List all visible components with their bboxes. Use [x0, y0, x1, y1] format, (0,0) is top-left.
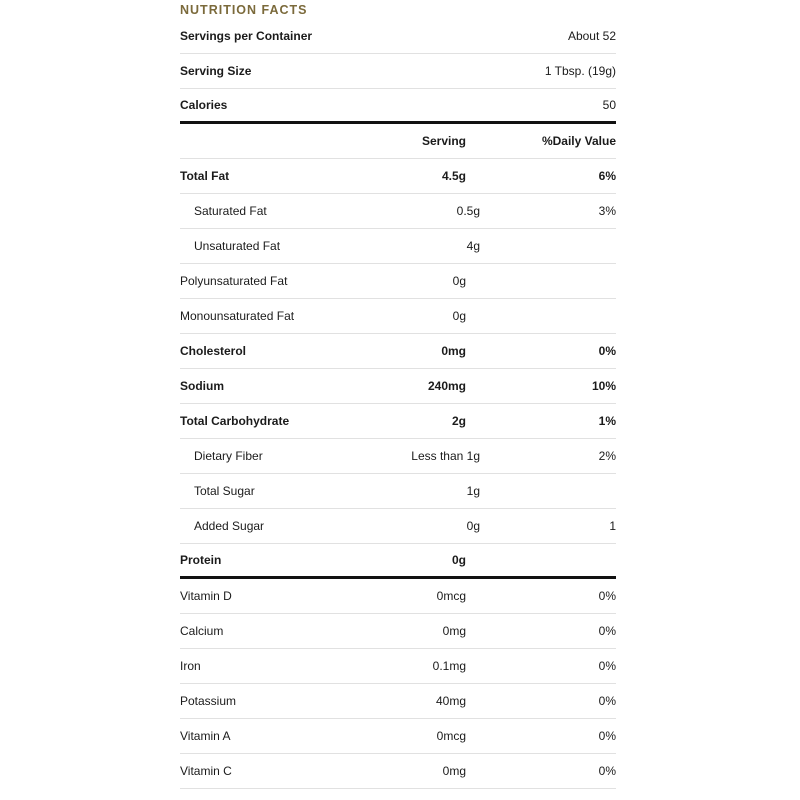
summary-label: Calories: [180, 98, 228, 112]
vitamin-label: Vitamin A: [180, 729, 231, 743]
vitamin-daily-value: 0%: [598, 694, 616, 708]
nutrient-amount: 240mg: [427, 379, 466, 393]
summary-value: About 52: [567, 29, 616, 43]
nutrient-row-total-carbohydrate: [180, 404, 616, 439]
nutrient-label: Total Sugar: [194, 484, 255, 498]
vitamin-label: Iron: [180, 659, 201, 673]
vitamin-amount: 0mg: [442, 764, 466, 778]
vitamin-amount: 0mg: [442, 624, 466, 638]
panel-title: NUTRITION FACTS: [180, 3, 308, 17]
nutrient-row-polyunsaturated-fat: [180, 264, 616, 299]
vitamin-label: Potassium: [180, 694, 237, 708]
nutrient-row-cholesterol: [180, 334, 616, 369]
nutrient-row-total-sugar: [180, 474, 616, 509]
vitamin-amount: 0mcg: [436, 589, 466, 603]
nutrient-daily-value: 1%: [598, 414, 616, 428]
nutrient-label: Monounsaturated Fat: [180, 309, 295, 323]
summary-label: Servings per Container: [180, 29, 313, 43]
nutrient-amount: Less than 1g: [411, 449, 480, 463]
nutrient-label: Total Carbohydrate: [180, 414, 290, 428]
vitamin-amount: 0mcg: [436, 729, 466, 743]
nutrient-label: Protein: [180, 553, 222, 567]
vitamin-daily-value: 0%: [598, 764, 616, 778]
vitamin-daily-value: 0%: [598, 659, 616, 673]
nutrient-daily-value: 1: [609, 519, 616, 533]
nutrient-row-total-fat: [180, 159, 616, 194]
summary-value: 50: [602, 98, 616, 112]
daily-value-column-header: %Daily Value: [541, 134, 616, 148]
vitamin-label: Calcium: [180, 624, 224, 638]
nutrient-label: Cholesterol: [180, 344, 247, 358]
column-header-row: [180, 124, 616, 159]
nutrient-row-added-sugar: [180, 509, 616, 544]
vitamin-row-potassium: [180, 684, 616, 719]
vitamin-amount: 0.1mg: [432, 659, 466, 673]
vitamin-row-calcium: [180, 614, 616, 649]
nutrient-amount: 2g: [451, 414, 466, 428]
nutrient-amount: 4.5g: [441, 169, 466, 183]
nutrient-row-saturated-fat: [180, 194, 616, 229]
nutrient-amount: 0mg: [441, 344, 466, 358]
nutrient-label: Unsaturated Fat: [194, 239, 281, 253]
nutrient-row-unsaturated-fat: [180, 229, 616, 264]
nutrient-row-sodium: [180, 369, 616, 404]
nutrient-amount: 0g: [452, 274, 466, 288]
nutrient-row-dietary-fiber: [180, 439, 616, 474]
nutrient-label: Dietary Fiber: [194, 449, 263, 463]
nutrient-row-monounsaturated-fat: [180, 299, 616, 334]
vitamin-row-vitamin-c: [180, 754, 616, 789]
vitamin-amount: 40mg: [435, 694, 466, 708]
nutrient-amount: 0g: [451, 553, 466, 567]
vitamin-daily-value: 0%: [598, 729, 616, 743]
summary-label: Serving Size: [180, 64, 252, 78]
nutrient-daily-value: 6%: [598, 169, 616, 183]
nutrient-label: Polyunsaturated Fat: [180, 274, 288, 288]
serving-size-row: [180, 54, 616, 89]
nutrient-amount: 0g: [452, 309, 466, 323]
vitamin-label: Vitamin C: [180, 764, 232, 778]
vitamin-row-vitamin-d: [180, 579, 616, 614]
vitamin-daily-value: 0%: [598, 589, 616, 603]
nutrient-daily-value: 3%: [598, 204, 616, 218]
nutrient-amount: 0g: [466, 519, 480, 533]
nutrient-amount: 1g: [466, 484, 480, 498]
vitamin-row-vitamin-a: [180, 719, 616, 754]
nutrient-amount: 4g: [466, 239, 480, 253]
calories-row: [180, 89, 616, 124]
vitamin-label: Vitamin D: [180, 589, 232, 603]
nutrient-amount: 0.5g: [456, 204, 480, 218]
summary-value: 1 Tbsp. (19g): [544, 64, 616, 78]
vitamin-row-iron: [180, 649, 616, 684]
vitamin-daily-value: 0%: [598, 624, 616, 638]
nutrient-daily-value: 2%: [598, 449, 616, 463]
nutrient-label: Total Fat: [180, 169, 230, 183]
nutrient-label: Sodium: [180, 379, 224, 393]
nutrient-row-protein: [180, 544, 616, 579]
nutrition-facts-panel: [180, 0, 616, 789]
nutrient-daily-value: 0%: [598, 344, 616, 358]
nutrient-label: Added Sugar: [194, 519, 265, 533]
nutrient-label: Saturated Fat: [194, 204, 267, 218]
servings-per-container-row: [180, 19, 616, 54]
nutrient-daily-value: 10%: [591, 379, 616, 393]
serving-column-header: Serving: [421, 134, 466, 148]
